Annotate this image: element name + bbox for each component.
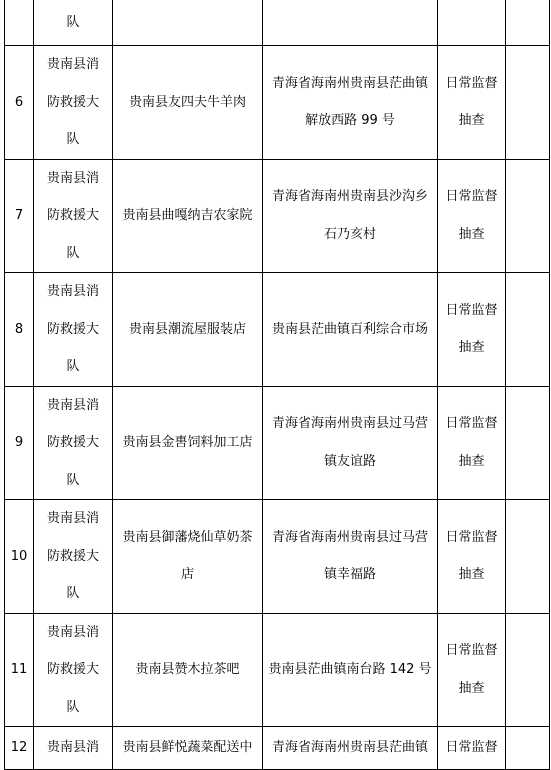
cell-address-line: 解放西路 99 号 (305, 113, 395, 129)
cell-unit-line: 队 (66, 472, 80, 488)
cell-name (113, 386, 263, 500)
cell-type (438, 386, 506, 500)
cell-address (263, 613, 438, 727)
cell-address-line: 贵南县茫曲镇百利综合市场 (271, 321, 428, 337)
table-row (5, 386, 550, 500)
cell-type (438, 0, 506, 46)
cell-unit-line: 防救援大 (46, 321, 99, 337)
table-row (5, 273, 550, 387)
cell-unit-line: 贵南县消 (46, 740, 99, 755)
cell-no: 11 (5, 613, 34, 727)
cell-type-line: 日常监督 (445, 529, 498, 545)
cell-type-line: 抽查 (458, 453, 485, 469)
cell-no: 10 (5, 500, 34, 614)
cell-extra (506, 500, 550, 614)
cell-extra (506, 46, 550, 160)
cell-unit (34, 273, 113, 387)
cell-type-line: 日常监督 (445, 302, 498, 318)
cell-unit (34, 386, 113, 500)
cell-type (438, 613, 506, 727)
cell-type-line: 日常监督 (445, 416, 498, 432)
cell-address-line: 镇幸福路 (323, 567, 376, 583)
cell-name (113, 273, 263, 387)
cell-name (113, 727, 263, 770)
table-row (5, 500, 550, 614)
inspection-table (4, 0, 550, 770)
cell-type-line: 日常监督 (445, 643, 498, 659)
cell-address-line: 青海省海南州贵南县茫曲镇 (271, 740, 428, 755)
cell-name-line: 贵南县御藩烧仙草奶茶 (122, 529, 253, 545)
cell-type-line: 日常监督 (445, 75, 498, 91)
cell-unit-line: 防救援大 (46, 208, 99, 223)
cell-type-line: 抽查 (458, 680, 485, 696)
cell-unit-line: 贵南县消 (46, 511, 99, 526)
cell-extra (506, 613, 550, 727)
cell-name-line: 贵南县友四夫牛羊肉 (128, 94, 246, 110)
cell-name-line: 贵南县金軎饲料加工店 (122, 435, 253, 450)
cell-address-line: 青海省海南州贵南县茫曲镇 (271, 75, 428, 91)
cell-name (113, 500, 263, 614)
cell-name-line: 贵南县曲嘎纳吉农家院 (122, 208, 253, 223)
cell-unit: 队 (34, 0, 113, 46)
cell-unit-line: 队 (66, 359, 80, 374)
cell-address-line: 青海省海南州贵南县过马营 (271, 529, 428, 545)
cell-type-line: 抽查 (458, 567, 485, 583)
cell-extra (506, 273, 550, 387)
cell-type-line: 抽查 (458, 226, 485, 242)
cell-unit-line: 贵南县消 (46, 624, 99, 640)
cell-name (113, 0, 263, 46)
cell-address (263, 46, 438, 160)
cell-address-line: 青海省海南州贵南县过马营 (271, 416, 428, 432)
cell-type-line: 抽查 (458, 340, 485, 356)
cell-unit-line: 贵南县消 (46, 57, 99, 72)
cell-unit-line: 队 (66, 586, 80, 601)
cell-unit-line: 队 (66, 245, 80, 261)
cell-extra (506, 727, 550, 770)
cell-address-line: 青海省海南州贵南县沙沟乡 (271, 189, 428, 205)
cell-name (113, 46, 263, 160)
cell-unit (34, 727, 113, 770)
cell-name-line: 店 (180, 567, 194, 583)
cell-unit-line: 防救援大 (46, 94, 99, 110)
cell-address (263, 273, 438, 387)
cell-type-line: 日常监督 (445, 740, 498, 755)
cell-type-line: 日常监督 (445, 189, 498, 205)
cell-unit (34, 46, 113, 160)
table-row (5, 46, 550, 160)
cell-address-line: 镇友谊路 (323, 453, 376, 469)
cell-address-line: 贵南县茫曲镇南台路 142 号 (268, 662, 432, 677)
cell-no: 7 (5, 159, 34, 273)
cell-unit-line: 贵南县消 (46, 170, 99, 186)
cell-type (438, 273, 506, 387)
cell-name (113, 613, 263, 727)
cell-name-line: 贵南县鲜悦蔬菜配送中 (122, 740, 253, 755)
cell-extra (506, 159, 550, 273)
cell-extra (506, 0, 550, 46)
cell-address (263, 0, 438, 46)
cell-unit-line: 队 (66, 132, 80, 147)
cell-unit (34, 500, 113, 614)
cell-address (263, 386, 438, 500)
cell-unit (34, 159, 113, 273)
cell-no: 9 (5, 386, 34, 500)
cell-type (438, 159, 506, 273)
cell-no: 6 (5, 46, 34, 160)
cell-address (263, 727, 438, 770)
cell-no: 8 (5, 273, 34, 387)
table-row (5, 727, 550, 770)
cell-address (263, 159, 438, 273)
cell-type-line: 抽查 (458, 113, 485, 129)
cell-name-line: 贵南县潮流屋服装店 (128, 321, 246, 337)
table-row-fragment (5, 0, 550, 46)
cell-no (5, 0, 34, 46)
cell-address (263, 500, 438, 614)
cell-type (438, 46, 506, 160)
table-row (5, 613, 550, 727)
cell-unit-line: 防救援大 (46, 662, 99, 677)
cell-address-line: 石乃亥村 (323, 226, 376, 242)
cell-no: 12 (5, 727, 34, 770)
table-row (5, 159, 550, 273)
cell-unit (34, 613, 113, 727)
cell-unit-line: 贵南县消 (46, 397, 99, 413)
cell-type (438, 500, 506, 614)
cell-name-line: 贵南县赞木拉茶吧 (135, 662, 240, 677)
cell-unit-line: 队 (66, 699, 80, 715)
cell-extra (506, 386, 550, 500)
cell-type (438, 727, 506, 770)
cell-unit-line: 防救援大 (46, 548, 99, 564)
cell-unit-line: 贵南县消 (46, 284, 99, 299)
cell-unit-line: 防救援大 (46, 435, 99, 450)
cell-name (113, 159, 263, 273)
